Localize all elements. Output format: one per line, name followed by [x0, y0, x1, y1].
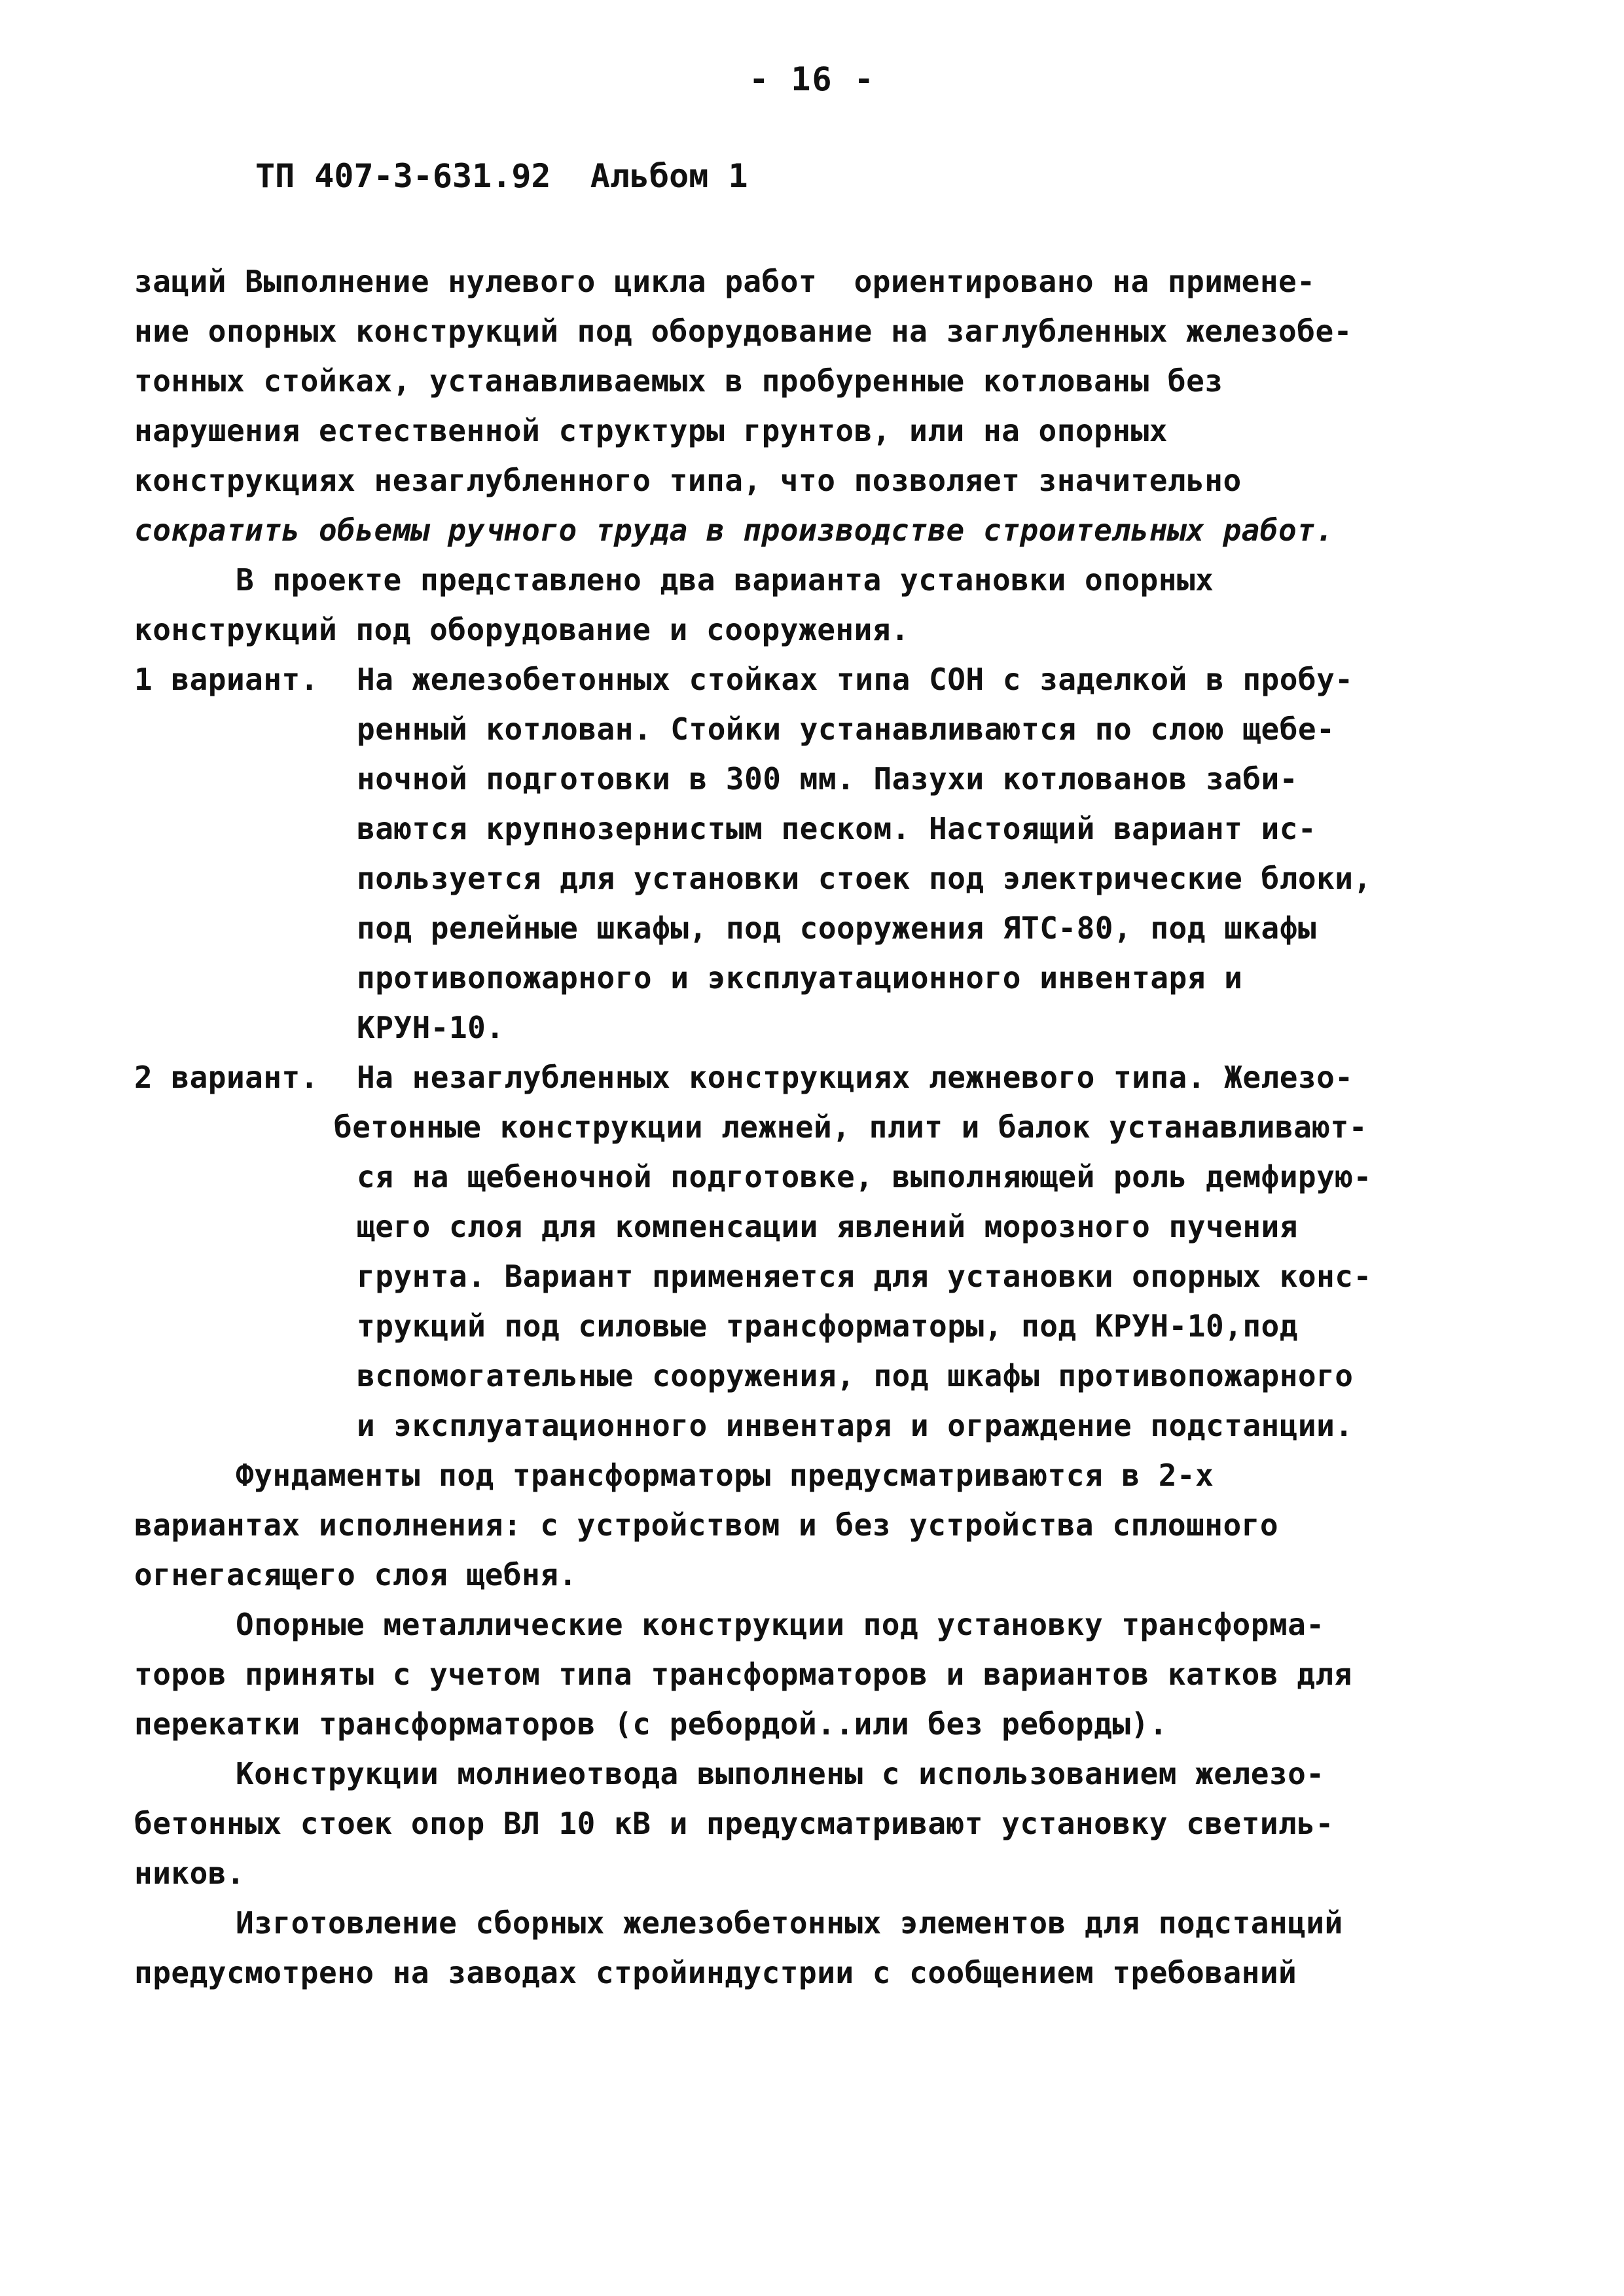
text-line: ренный котлован. Стойки устанавливаются по слою щебе- [357, 711, 1335, 747]
document-header: ТП 407-3-631.92 Альбом 1 [255, 157, 748, 195]
text-line: Опорные металлические конструкции под установку трансформа- [236, 1607, 1325, 1642]
text-line: и эксплуатационного инвентаря и ограждение подстанции. [357, 1408, 1354, 1443]
text-line: конструкциях незаглубленного типа, что позволяет значительно [134, 463, 1242, 498]
text-line: пользуется для установки стоек под электрические блоки, [357, 861, 1372, 896]
text-line: конструкций под оборудование и сооружения. [134, 612, 910, 647]
text-line: вариантах исполнения: с устройством и без устройства сплошного [134, 1507, 1279, 1543]
text-line: вспомогательные сооружения, под шкафы противопожарного [357, 1358, 1354, 1393]
text-line: трукций под силовые трансформаторы, под КРУН-10,под [357, 1308, 1298, 1344]
text-line: торов приняты с учетом типа трансформаторов и вариантов катков для [134, 1657, 1352, 1692]
text-line: бетонных стоек опор ВЛ 10 кВ и предусматривают установку светиль- [134, 1806, 1334, 1841]
text-line: ночной подготовки в 300 мм. Пазухи котлованов заби- [357, 761, 1298, 797]
body-text [134, 257, 1509, 1998]
text-line: В проекте представлено два варианта установки опорных [236, 562, 1214, 598]
text-line: грунта. Вариант применяется для установки опорных конс- [357, 1259, 1372, 1294]
text-line: На железобетонных стойках типа СОН с заделкой в пробу- [357, 662, 1354, 697]
text-line: Изготовление сборных железобетонных элементов для подстанций [236, 1905, 1343, 1941]
text-line: ние опорных конструкций под оборудование на заглубленных железобе- [134, 314, 1352, 349]
text-line: КРУН-10. [357, 1010, 505, 1045]
text-line: Фундаменты под трансформаторы предусматриваются в 2-х [236, 1458, 1214, 1493]
variant-2 [134, 1052, 1509, 1102]
text-line: заций Выполнение нулевого цикла работ ориентировано на примене- [134, 264, 1316, 299]
text-line: ся на щебеночной подготовке, выполняющей роль демфирую- [357, 1159, 1372, 1194]
text-line: тонных стойках, устанавливаемых в пробуренные котлованы без [134, 363, 1223, 399]
variant-2-label: 2 вариант. [134, 1060, 319, 1095]
text-line: ников. [134, 1856, 245, 1891]
text-line: под релейные шкафы, под сооружения ЯТС-80, под шкафы [357, 910, 1317, 946]
text-line: На незаглубленных конструкциях лежневого типа. Железо- [357, 1060, 1354, 1095]
text-line: ваются крупнозернистым песком. Настоящий вариант ис- [357, 811, 1317, 846]
text-line: нарушения естественной структуры грунтов, или на опорных [134, 413, 1168, 448]
variant-1 [134, 655, 1509, 704]
text-line: щего слоя для компенсации явлений морозного пучения [357, 1209, 1298, 1244]
text-line: бетонные конструкции лежней, плит и балок устанавливают- [334, 1109, 1367, 1145]
text-line: перекатки трансформаторов (с ребордой..или без реборды). [134, 1706, 1168, 1742]
text-line: противопожарного и эксплуатационного инвентаря и [357, 960, 1243, 996]
text-line: предусмотрено на заводах стройиндустрии с сообщением требований [134, 1955, 1297, 1990]
text-line: сократить обьемы ручного труда в производстве строительных работ. [134, 512, 1334, 548]
text-line: Конструкции молниеотвода выполнены с использованием железо- [236, 1756, 1325, 1791]
page-number: - 16 - [749, 60, 875, 98]
text-line: огнегасящего слоя щебня. [134, 1557, 577, 1592]
variant-1-label: 1 вариант. [134, 662, 319, 697]
